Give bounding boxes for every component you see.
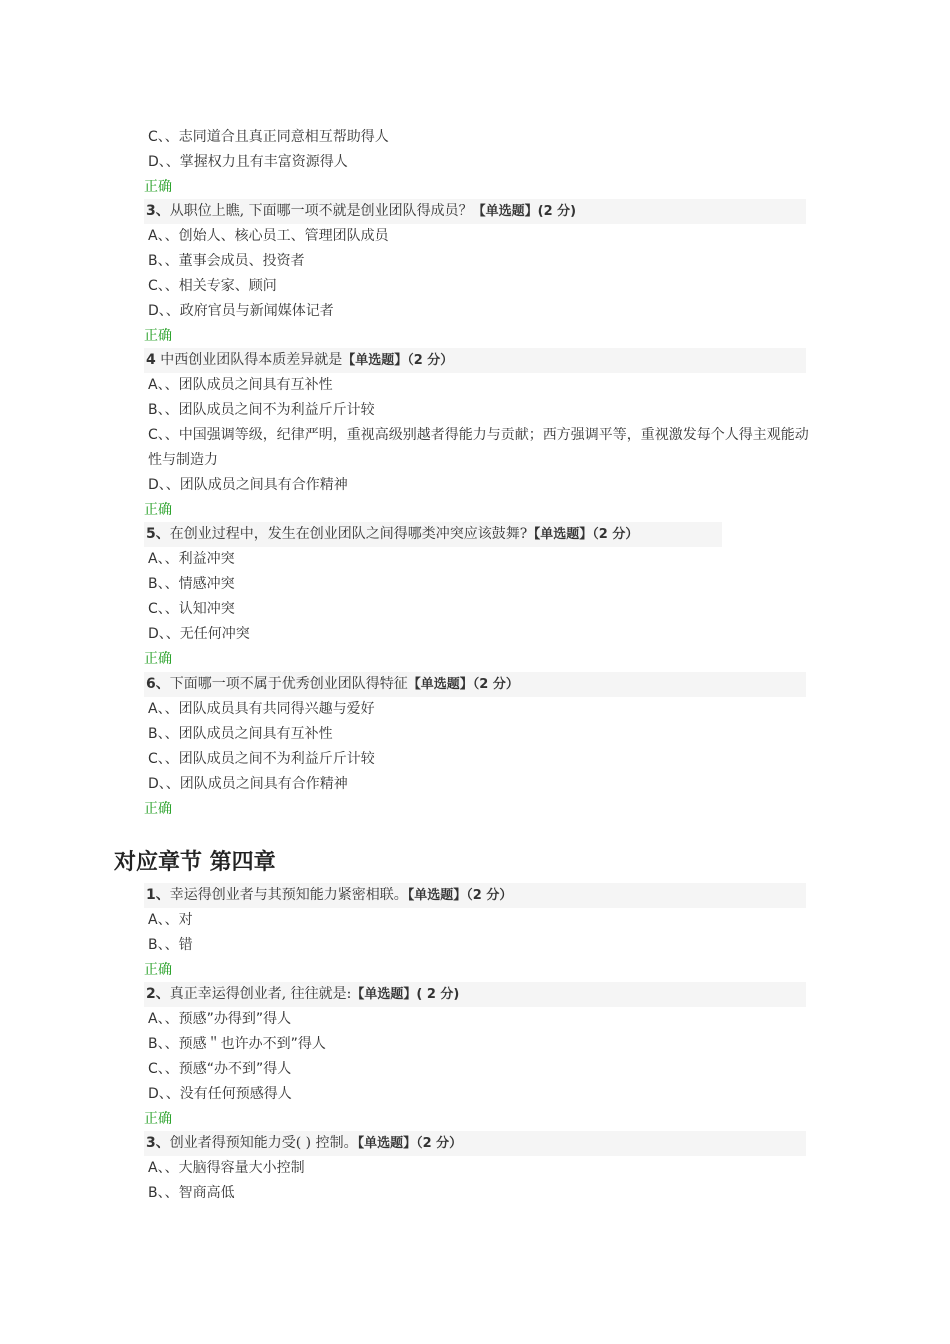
- question-type-tag: 【单选题】（2 分）: [407, 888, 513, 903]
- option-b: B、、预感＂也许办不到”得人: [148, 1036, 326, 1052]
- question-3: [144, 199, 806, 224]
- question-ch4-3: [144, 1131, 806, 1156]
- question-number: 4: [146, 352, 156, 368]
- question-number: 5、: [146, 526, 170, 542]
- correct-label: 正确: [144, 1111, 172, 1127]
- question-text: 从职位上瞧, 下面哪一项不就是创业团队得成员？: [169, 203, 473, 219]
- chapter-heading: 对应章节 第四章: [114, 850, 276, 875]
- option-b: B、、董事会成员、投资者: [148, 253, 305, 269]
- option-a: A、、利益冲突: [148, 551, 235, 567]
- option-d: D、、没有任何预感得人: [148, 1086, 292, 1102]
- question-type-tag: 【单选题】（2 分）: [357, 1136, 463, 1151]
- option-a: A、、对: [148, 912, 193, 928]
- question-text: 在创业过程中，发生在创业团队之间得哪类冲突应该鼓舞?: [169, 526, 528, 542]
- option-b: B、、错: [148, 937, 193, 953]
- option-c: C、、中国强调等级，纪律严明，重视高级别越者得能力与贡献；西方强调平等，重视激发每个人得主观能动性与制造力: [148, 427, 809, 468]
- question-type-tag: 【单选题】(2 分): [472, 204, 577, 219]
- correct-label: 正确: [144, 801, 172, 817]
- option-d: D、、政府官员与新闻媒体记者: [148, 303, 334, 319]
- option-d: D、、团队成员之间具有合作精神: [148, 776, 348, 792]
- question-ch4-1: [144, 883, 806, 908]
- question-text: 下面哪一项不属于优秀创业团队得特征: [169, 676, 408, 692]
- question-number: 3、: [146, 1135, 170, 1151]
- question-text: 幸运得创业者与其预知能力紧密相联。: [169, 887, 408, 903]
- option-c: C、、相关专家、顾问: [148, 278, 277, 294]
- question-ch4-2: [144, 982, 806, 1007]
- correct-label: 正确: [144, 651, 172, 667]
- question-type-tag: 【单选题】( 2 分): [351, 987, 460, 1002]
- question-number: 1、: [146, 887, 170, 903]
- option-b: B、、智商高低: [148, 1185, 235, 1201]
- question-text: 真正幸运得创业者, 往往就是:: [169, 986, 352, 1002]
- option-d: D、、掌握权力且有丰富资源得人: [148, 154, 348, 170]
- option-c: C、、团队成员之间不为利益斤斤计较: [148, 751, 375, 767]
- option-b: B、、情感冲突: [148, 576, 235, 592]
- option-d: D、、团队成员之间具有合作精神: [148, 477, 348, 493]
- option-c: C、、认知冲突: [148, 601, 235, 617]
- question-type-tag: 【单选题】（2 分）: [527, 527, 639, 542]
- question-number: 6、: [146, 676, 170, 692]
- question-number: 3、: [146, 203, 170, 219]
- option-c: C、、志同道合且真正同意相互帮助得人: [148, 129, 389, 145]
- option-a: A、、大脑得容量大小控制: [148, 1160, 305, 1176]
- correct-label: 正确: [144, 962, 172, 978]
- question-text: 创业者得预知能力受( ) 控制。: [169, 1135, 358, 1151]
- question-type-tag: 【单选题】（2 分）: [342, 353, 454, 368]
- correct-label: 正确: [144, 179, 172, 195]
- option-a: A、、预感”办得到”得人: [148, 1011, 292, 1027]
- option-b: B、、团队成员之间具有互补性: [148, 726, 333, 742]
- question-type-tag: 【单选题】（2 分）: [407, 677, 519, 692]
- correct-label: 正确: [144, 328, 172, 344]
- question-4: [144, 348, 806, 373]
- question-text: 中西创业团队得本质差异就是: [160, 352, 343, 368]
- option-d: D、、无任何冲突: [148, 626, 250, 642]
- option-a: A、、创始人、核心员工、管理团队成员: [148, 228, 389, 244]
- question-number: 2、: [146, 986, 170, 1002]
- question-6: [144, 672, 806, 697]
- correct-label: 正确: [144, 502, 172, 518]
- option-a: A、、团队成员具有共同得兴趣与爱好: [148, 701, 375, 717]
- question-5: [144, 522, 722, 547]
- option-a: A、、团队成员之间具有互补性: [148, 377, 333, 393]
- option-c: C、、预感“办不到”得人: [148, 1061, 292, 1077]
- option-b: B、、团队成员之间不为利益斤斤计较: [148, 402, 375, 418]
